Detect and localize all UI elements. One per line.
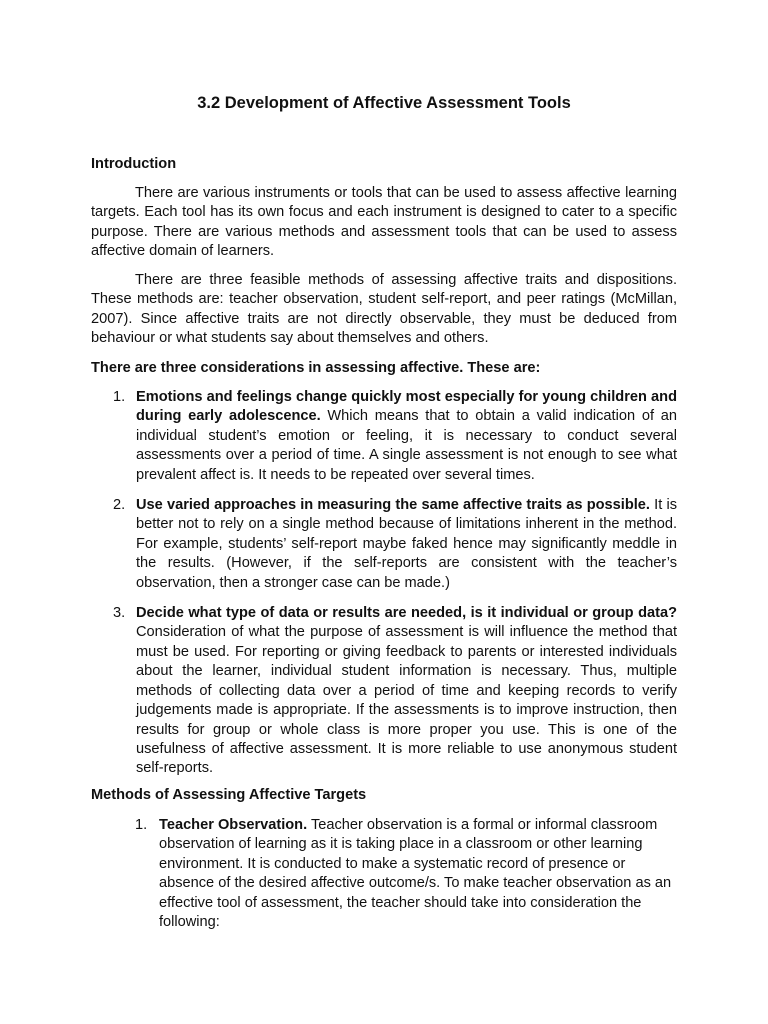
list-item-body: Consideration of what the purpose of assessment is will influence the method that must be used. For reporting or giving feedback to parents or interested individuals about the learner, individual student information is necessary. Thus, multiple methods of collecting data over a period of time and keeping records to verify judgements made is appropriate. If the assessments is to improve instruction, then results for group or whole class is more proper you use. This is one of the usefulness of affective assessment. It is more reliable to use anonymous student self-reports. xyxy=(136,624,677,777)
list-item-text xyxy=(136,604,677,779)
list-item-body: Which means that to obtain a valid indication of an individual student’s emotion or feeling, it is necessary to conduct several assessments over a period of time. A single assessment is not enough to see what prevalent affect is. It needs to be repeated over several times. xyxy=(136,408,677,483)
list-item-bold-lead: Use varied approaches in measuring the same affective traits as possible. xyxy=(136,497,650,514)
list-item-bold-lead: Decide what type of data or results are needed, is it individual or group data? xyxy=(136,605,677,622)
list-item xyxy=(0,816,768,932)
list-item-text xyxy=(136,388,677,485)
list-item-text xyxy=(159,816,677,932)
list-item-number: 3. xyxy=(113,605,126,622)
list-item xyxy=(0,496,768,593)
methods-heading: Methods of Assessing Affective Targets xyxy=(91,787,367,803)
intro-paragraph-2: There are three feasible methods of assessing affective traits and dispositions. These methods are: teacher observation, student self-report, and peer ratings (McMillan, 2007). Since affective traits are not directly observable, they must be deduced from behaviour or what students say about themselves and others. xyxy=(91,272,677,347)
list-item-body: It is better not to rely on a single method because of limitations inherent in the method. For example, students’ self-report maybe faked hence may significantly meddle in the results. (However, if the self-reports are consistent with the teacher’s observation, then a stronger case can be made.) xyxy=(136,497,677,591)
list-item-body: Teacher observation is a formal or informal classroom observation of learning as it is taking place in a classroom or other learning environment. It is conducted to make a systematic record of presence or absence of the desired affective outcome/s. To make teacher observation as an effective tool of assessment, the teacher should take into consideration the following: xyxy=(159,817,672,931)
considerations-list xyxy=(0,388,768,779)
list-item xyxy=(0,388,768,485)
list-item-bold-lead: Emotions and feelings change quickly most especially for young children and during early adolescence. xyxy=(136,389,677,425)
list-item-text xyxy=(136,496,677,593)
list-item-bold-lead: Teacher Observation. xyxy=(159,817,308,833)
introduction-heading: Introduction xyxy=(91,156,177,172)
intro-paragraph-1: There are various instruments or tools that can be used to assess affective learning targets. Each tool has its own focus and each instrument is designed to cater to a specific purpose. There are various methods and assessment tools that can be used to assess affective domain of learners. xyxy=(91,185,677,260)
list-item-number: 2. xyxy=(113,497,126,514)
list-item-number: 1. xyxy=(113,389,126,405)
methods-list xyxy=(0,816,768,932)
list-item xyxy=(0,604,768,779)
list-item-number: 1. xyxy=(135,817,148,833)
considerations-heading: There are three considerations in assessing affective. These are: xyxy=(91,360,541,376)
document-title: 3.2 Development of Affective Assessment Tools xyxy=(197,94,571,112)
